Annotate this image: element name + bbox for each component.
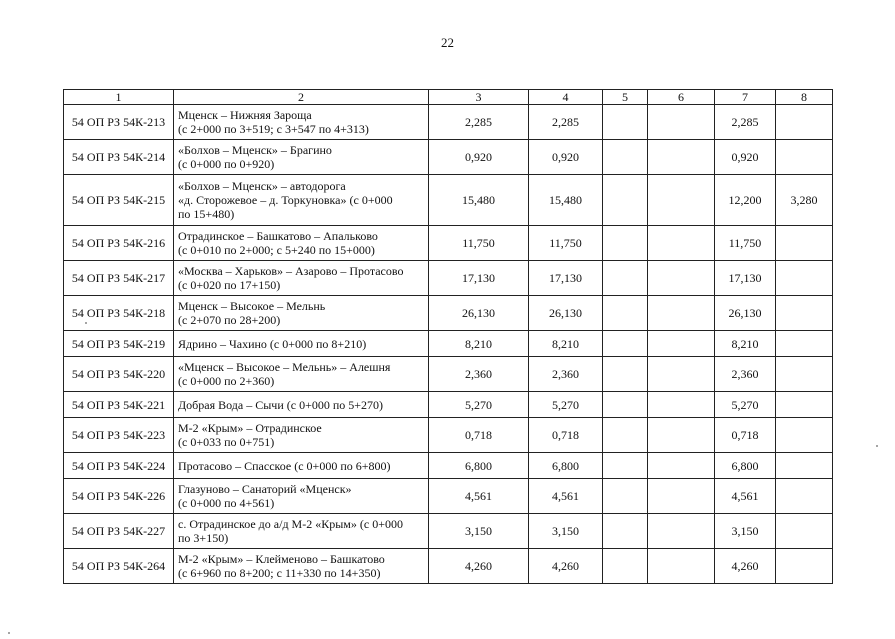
table-row (64, 331, 833, 357)
road-name-cell: «Болхов – Мценск» – автодорога «д. Сторожевое – д. Торкуновка» (с 0+000 по 15+480) (174, 175, 429, 226)
value-col-5-cell (603, 331, 648, 357)
value-col-4-cell: 15,480 (529, 175, 603, 226)
value-col-8-cell (776, 418, 833, 453)
value-col-6-cell (648, 296, 715, 331)
value-col-7-cell: 4,561 (715, 479, 776, 514)
value-col-5-cell (603, 514, 648, 549)
value-col-4-cell: 2,285 (529, 105, 603, 140)
value-col-4-cell: 26,130 (529, 296, 603, 331)
value-col-6-cell (648, 261, 715, 296)
column-header-7: 7 (715, 90, 776, 105)
value-col-8-cell (776, 140, 833, 175)
value-col-6-cell (648, 175, 715, 226)
value-col-3-cell: 2,285 (429, 105, 529, 140)
value-col-4-cell: 17,130 (529, 261, 603, 296)
value-col-7-cell: 0,718 (715, 418, 776, 453)
value-col-3-cell: 3,150 (429, 514, 529, 549)
value-col-6-cell (648, 140, 715, 175)
table-row (64, 261, 833, 296)
value-col-7-cell: 8,210 (715, 331, 776, 357)
value-col-5-cell (603, 105, 648, 140)
value-col-7-cell: 26,130 (715, 296, 776, 331)
value-col-4-cell: 0,920 (529, 140, 603, 175)
value-col-5-cell (603, 261, 648, 296)
value-col-7-cell: 12,200 (715, 175, 776, 226)
table-row (64, 226, 833, 261)
road-name-cell: М-2 «Крым» – Отрадинское (с 0+033 по 0+751) (174, 418, 429, 453)
road-code-cell: 54 ОП РЗ 54К-216 (64, 226, 174, 261)
value-col-4-cell: 8,210 (529, 331, 603, 357)
value-col-4-cell: 0,718 (529, 418, 603, 453)
road-name-cell: «Москва – Харьков» – Азарово – Протасово (с 0+020 по 17+150) (174, 261, 429, 296)
value-col-5-cell (603, 453, 648, 479)
value-col-6-cell (648, 479, 715, 514)
value-col-3-cell: 0,920 (429, 140, 529, 175)
road-code-cell: 54 ОП РЗ 54К-226 (64, 479, 174, 514)
road-name-cell: «Болхов – Мценск» – Брагино (с 0+000 по 0+920) (174, 140, 429, 175)
road-name-cell: Мценск – Нижняя Зароща (с 2+000 по 3+519; с 3+547 по 4+313) (174, 105, 429, 140)
table-row (64, 105, 833, 140)
road-name-cell: Ядрино – Чахино (с 0+000 по 8+210) (174, 331, 429, 357)
value-col-7-cell: 2,360 (715, 357, 776, 392)
value-col-8-cell (776, 549, 833, 584)
road-code-cell: 54 ОП РЗ 54К-221 (64, 392, 174, 418)
value-col-5-cell (603, 296, 648, 331)
value-col-8-cell (776, 479, 833, 514)
value-col-3-cell: 0,718 (429, 418, 529, 453)
road-name-cell: Протасово – Спасское (с 0+000 по 6+800) (174, 453, 429, 479)
table-row (64, 296, 833, 331)
value-col-6-cell (648, 357, 715, 392)
road-code-cell: 54 ОП РЗ 54К-227 (64, 514, 174, 549)
road-code-cell: 54 ОП РЗ 54К-219 (64, 331, 174, 357)
road-name-cell: с. Отрадинское до а/д М-2 «Крым» (с 0+000 по 3+150) (174, 514, 429, 549)
table-row (64, 479, 833, 514)
road-code-cell: 54 ОП РЗ 54К-213 (64, 105, 174, 140)
road-code-cell: 54 ОП РЗ 54К-217 (64, 261, 174, 296)
value-col-8-cell (776, 331, 833, 357)
table-body (64, 105, 833, 584)
value-col-4-cell: 5,270 (529, 392, 603, 418)
value-col-4-cell: 4,260 (529, 549, 603, 584)
value-col-7-cell: 0,920 (715, 140, 776, 175)
value-col-3-cell: 4,561 (429, 479, 529, 514)
column-header-4: 4 (529, 90, 603, 105)
value-col-5-cell (603, 226, 648, 261)
page-number: 22 (441, 35, 454, 50)
value-col-5-cell (603, 549, 648, 584)
table-header-row (64, 90, 833, 105)
value-col-4-cell: 11,750 (529, 226, 603, 261)
value-col-5-cell (603, 175, 648, 226)
column-header-8: 8 (776, 90, 833, 105)
value-col-8-cell (776, 105, 833, 140)
value-col-4-cell: 4,561 (529, 479, 603, 514)
road-code-cell: 54 ОП РЗ 54К-218 (64, 296, 174, 331)
road-name-cell: Мценск – Высокое – Мельнь (с 2+070 по 28+200) (174, 296, 429, 331)
road-name-cell: Добрая Вода – Сычи (с 0+000 по 5+270) (174, 392, 429, 418)
value-col-7-cell: 4,260 (715, 549, 776, 584)
table-row (64, 514, 833, 549)
value-col-8-cell (776, 357, 833, 392)
value-col-6-cell (648, 392, 715, 418)
road-code-cell: 54 ОП РЗ 54К-214 (64, 140, 174, 175)
value-col-5-cell (603, 392, 648, 418)
value-col-6-cell (648, 331, 715, 357)
value-col-7-cell: 17,130 (715, 261, 776, 296)
value-col-8-cell (776, 392, 833, 418)
value-col-7-cell: 3,150 (715, 514, 776, 549)
value-col-3-cell: 15,480 (429, 175, 529, 226)
value-col-6-cell (648, 549, 715, 584)
road-name-cell: М-2 «Крым» – Клейменово – Башкатово (с 6+960 по 8+200; с 11+330 по 14+350) (174, 549, 429, 584)
value-col-3-cell: 8,210 (429, 331, 529, 357)
value-col-8-cell (776, 514, 833, 549)
scan-speck (876, 445, 878, 447)
column-header-3: 3 (429, 90, 529, 105)
value-col-3-cell: 4,260 (429, 549, 529, 584)
road-name-cell: Глазуново – Санаторий «Мценск» (с 0+000 по 4+561) (174, 479, 429, 514)
scan-speck (8, 632, 10, 634)
road-code-cell: 54 ОП РЗ 54К-224 (64, 453, 174, 479)
value-col-3-cell: 5,270 (429, 392, 529, 418)
table-row (64, 392, 833, 418)
value-col-7-cell: 11,750 (715, 226, 776, 261)
scan-speck (85, 322, 87, 324)
value-col-7-cell: 6,800 (715, 453, 776, 479)
table-row (64, 357, 833, 392)
road-code-cell: 54 ОП РЗ 54К-215 (64, 175, 174, 226)
value-col-8-cell: 3,280 (776, 175, 833, 226)
table-row (64, 175, 833, 226)
value-col-4-cell: 2,360 (529, 357, 603, 392)
column-header-5: 5 (603, 90, 648, 105)
column-header-1: 1 (64, 90, 174, 105)
table-row (64, 549, 833, 584)
column-header-6: 6 (648, 90, 715, 105)
value-col-8-cell (776, 453, 833, 479)
value-col-3-cell: 6,800 (429, 453, 529, 479)
value-col-5-cell (603, 418, 648, 453)
value-col-6-cell (648, 514, 715, 549)
value-col-8-cell (776, 261, 833, 296)
value-col-3-cell: 2,360 (429, 357, 529, 392)
table-row (64, 418, 833, 453)
value-col-3-cell: 11,750 (429, 226, 529, 261)
value-col-6-cell (648, 418, 715, 453)
table-row (64, 140, 833, 175)
road-code-cell: 54 ОП РЗ 54К-264 (64, 549, 174, 584)
value-col-3-cell: 17,130 (429, 261, 529, 296)
value-col-3-cell: 26,130 (429, 296, 529, 331)
value-col-8-cell (776, 226, 833, 261)
value-col-5-cell (603, 140, 648, 175)
value-col-4-cell: 6,800 (529, 453, 603, 479)
road-code-cell: 54 ОП РЗ 54К-220 (64, 357, 174, 392)
value-col-7-cell: 2,285 (715, 105, 776, 140)
road-code-cell: 54 ОП РЗ 54К-223 (64, 418, 174, 453)
value-col-6-cell (648, 453, 715, 479)
road-name-cell: «Мценск – Высокое – Мельнь» – Алешня (с 0+000 по 2+360) (174, 357, 429, 392)
table-row (64, 453, 833, 479)
roads-table (63, 89, 833, 584)
value-col-8-cell (776, 296, 833, 331)
value-col-5-cell (603, 357, 648, 392)
value-col-6-cell (648, 105, 715, 140)
value-col-4-cell: 3,150 (529, 514, 603, 549)
value-col-5-cell (603, 479, 648, 514)
road-name-cell: Отрадинское – Башкатово – Апальково (с 0+010 по 2+000; с 5+240 по 15+000) (174, 226, 429, 261)
value-col-7-cell: 5,270 (715, 392, 776, 418)
column-header-2: 2 (174, 90, 429, 105)
value-col-6-cell (648, 226, 715, 261)
